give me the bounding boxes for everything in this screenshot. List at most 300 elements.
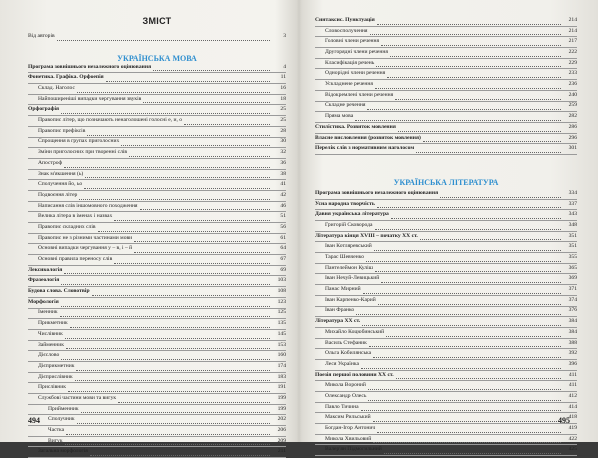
toc-entry [28, 351, 286, 362]
toc-entry [28, 298, 286, 309]
toc-entry-title: Павло Тичина [325, 403, 359, 410]
toc-entry-title: Правопис літер, що позначають ненаголошені голосні е, и, о [38, 117, 183, 124]
toc-entry-page: 199 [277, 405, 286, 412]
toc-entry-page: 369 [568, 275, 577, 282]
toc-entry-title: Словосполучення [325, 27, 368, 34]
dot-leader [77, 85, 270, 93]
toc-entry-title: Власне висловлення (розвиток мовлення) [315, 134, 421, 141]
dot-leader [84, 181, 270, 189]
toc-entry-page: 51 [280, 213, 286, 220]
dot-leader [420, 232, 561, 240]
dot-leader [65, 331, 270, 339]
toc-entry-title: Леся Українка [325, 360, 359, 367]
toc-entry [315, 285, 577, 296]
toc-entry-page: 32 [280, 149, 286, 156]
toc-entry-title: Орфографія [28, 106, 60, 113]
toc-entry-title: Спрощення в групах приголосних [38, 138, 120, 145]
toc-entry-page: 259 [568, 102, 577, 109]
left-toc-column [28, 16, 286, 458]
toc-entry [315, 80, 577, 91]
toc-entry [315, 59, 577, 70]
toc-entry [28, 127, 286, 138]
toc-entry-page: 30 [280, 138, 286, 145]
dot-leader [362, 318, 561, 326]
toc-entry-title: Правопис складних слів [38, 223, 96, 230]
dot-leader [66, 341, 270, 349]
toc-entry-page: 422 [568, 435, 577, 442]
toc-entry [315, 123, 577, 134]
right-page [299, 0, 598, 453]
dot-leader [440, 190, 561, 198]
dot-leader [387, 70, 561, 78]
toc-entry [28, 159, 286, 170]
dot-leader [391, 211, 561, 219]
dot-leader [386, 329, 561, 337]
toc-entry-title: Пантелеймон Куліш [325, 264, 373, 271]
toc-entry [28, 105, 286, 116]
toc-entry-title: Ольга Кобилянська [325, 350, 372, 357]
toc-entry-page: 214 [568, 16, 577, 23]
toc-entry [315, 381, 577, 392]
toc-entry-page: 217 [568, 38, 577, 45]
dot-leader [368, 393, 561, 401]
toc-entry-page: 209 [277, 437, 286, 444]
toc-entry [28, 415, 286, 426]
toc-entry-title: Література кінця XVIII – початку XX ст. [315, 232, 418, 239]
dot-leader [118, 395, 270, 403]
toc-entry-page: 392 [568, 350, 577, 357]
dot-leader [373, 350, 561, 358]
dot-leader [134, 234, 270, 242]
dot-leader [92, 288, 270, 296]
dot-leader [373, 414, 561, 422]
toc-entry [28, 447, 286, 458]
toc-entry-page: 199 [277, 394, 286, 401]
toc-entry-page: 174 [277, 362, 286, 369]
toc-entry [28, 437, 286, 448]
toc-entry-title: Література XX ст. [315, 318, 361, 325]
right-toc-column [315, 16, 577, 456]
dot-leader [85, 170, 270, 178]
toc-entry-title: Склад. Наголос [38, 85, 75, 92]
toc-entry [315, 144, 577, 155]
toc-entry-title: Морфологія [28, 298, 59, 305]
toc-entry-title: Дієприкметник [38, 362, 75, 369]
toc-entry [315, 48, 577, 59]
toc-entry-page: 396 [568, 360, 577, 367]
toc-entry-title: Сполучник [48, 416, 75, 423]
toc-entry [28, 362, 286, 373]
dot-leader [375, 222, 562, 230]
toc-entry-page: 337 [568, 200, 577, 207]
toc-entry [315, 403, 577, 414]
toc-entry [315, 200, 577, 211]
toc-entry [315, 274, 577, 285]
toc-entry-page: 11 [280, 74, 286, 81]
toc-entry-title: Основні правила переносу слів [38, 256, 113, 263]
toc-entry-title: Іменник [38, 309, 58, 316]
toc-entry [28, 32, 286, 42]
toc-entry-page: 351 [568, 232, 577, 239]
toc-entry-page: 351 [568, 243, 577, 250]
toc-entry [315, 392, 577, 403]
toc-entry-title: Знак м'якшення (ь) [38, 170, 84, 177]
dot-leader [366, 254, 561, 262]
toc-entry-page: 67 [280, 256, 286, 263]
toc-entry-title: Правопис не з різними частинами мови [38, 234, 133, 241]
toc-entry-title: Велика літера в іменах і назвах [38, 213, 113, 220]
toc-entry [315, 360, 577, 371]
toc-entry [315, 445, 577, 456]
toc-entry [28, 426, 286, 437]
dot-leader [75, 373, 270, 381]
toc-entry-page: 411 [568, 371, 577, 378]
dot-leader [60, 309, 270, 317]
toc-entry-title: Ускладнене речення [325, 81, 373, 88]
dot-leader [356, 307, 561, 315]
toc-entry [315, 435, 577, 446]
dot-leader [143, 95, 270, 103]
toc-entry [28, 148, 286, 159]
dot-leader [77, 416, 270, 424]
toc-entry-page: 28 [280, 127, 286, 134]
dot-leader [81, 405, 270, 413]
toc-entry [28, 330, 286, 341]
toc-entry-page: 286 [568, 123, 577, 130]
toc-entry-title: Частка [48, 427, 65, 434]
toc-entry-title: Класифікація речень [325, 59, 375, 66]
dot-leader [57, 33, 270, 41]
toc-entry-title: Лексикологія [28, 266, 63, 273]
toc-entry-page: 233 [568, 70, 577, 77]
toc-entry [315, 69, 577, 80]
toc-entry-title: Займенник [38, 341, 64, 348]
toc-entry [28, 266, 286, 277]
dot-leader [355, 113, 561, 121]
toc-entry-page: 371 [568, 286, 577, 293]
toc-entry-title: Дієприслівник [38, 373, 73, 380]
toc-entry-title: Складне речення [325, 102, 366, 109]
toc-entry [28, 191, 286, 202]
toc-entry-page: 296 [568, 134, 577, 141]
dot-leader [416, 145, 561, 153]
toc-entry-page: 202 [277, 416, 286, 423]
section-title-literature: УКРАЇНСЬКА ЛІТЕРАТУРА [393, 177, 499, 187]
page-number-left: 494 [28, 416, 40, 425]
toc-entry-title: Давня українська література [315, 211, 389, 218]
toc-entry-title: Богдан-Ігор Антонич [325, 425, 376, 432]
toc-entry-page: 355 [568, 254, 577, 261]
toc-entry-title: Загальна морфологія [38, 448, 88, 455]
toc-entry-page: 61 [280, 234, 286, 241]
toc-entry-page: 348 [568, 221, 577, 228]
toc-entry-title: Поезія першої половини XX ст. [315, 371, 394, 378]
toc-entry [28, 212, 286, 223]
dot-leader [368, 382, 561, 390]
toc-entry-title: Максим Рильський [325, 414, 371, 421]
toc-entry-page: 42 [280, 191, 286, 198]
toc-entry-page: 18 [280, 95, 286, 102]
dot-leader [381, 38, 561, 46]
toc-entry [28, 383, 286, 394]
toc-entry-page: 69 [280, 266, 286, 273]
section-title-language: УКРАЇНСЬКА МОВА [117, 53, 197, 63]
toc-entry-title: Сполучення йо, ьо [38, 181, 83, 188]
toc-entry-page: 412 [568, 392, 577, 399]
toc-entry [315, 27, 577, 38]
dot-leader [381, 275, 561, 283]
dot-leader [61, 277, 270, 285]
toc-entry-title: Микола Хвильовий [325, 435, 372, 442]
toc-entry [315, 424, 577, 435]
dot-leader [114, 213, 270, 221]
dot-leader [377, 17, 561, 25]
toc-entry-page: 365 [568, 264, 577, 271]
toc-entry-title: Фразеологія [28, 277, 60, 284]
toc-entry-title: Тарас Шевченко [325, 254, 364, 261]
toc-entry-title: Правопис префіксів [38, 127, 86, 134]
toc-entry-title: Однорідні члени речення [325, 70, 386, 77]
toc-entry [28, 180, 286, 191]
dot-leader [361, 403, 561, 411]
toc-entry [28, 116, 286, 127]
toc-entry-title: Прикметник [38, 320, 68, 327]
toc-entry-page: 56 [280, 223, 286, 230]
toc-entry-title: Микола Вороний [325, 382, 366, 389]
toc-entry-page: 183 [277, 373, 286, 380]
dot-leader [61, 299, 270, 307]
toc-entry [315, 16, 577, 27]
toc-entry-title: Зміни приголосних при творенні слів [38, 149, 128, 156]
toc-entry [28, 276, 286, 287]
toc-entry-page: 160 [277, 352, 286, 359]
toc-entry-title: Будова слова. Словотвір [28, 288, 90, 295]
toc-entry [315, 264, 577, 275]
right-entries [315, 189, 577, 456]
toc-entry-page: 38 [280, 170, 286, 177]
toc-entry [315, 371, 577, 382]
toc-entry-page: 25 [280, 117, 286, 124]
toc-entry [315, 102, 577, 113]
toc-entry [28, 287, 286, 298]
toc-entry-title: Програма зовнішнього незалежного оцінювання [28, 63, 152, 70]
toc-entry-page: 125 [277, 309, 286, 316]
toc-entry [315, 210, 577, 221]
dot-leader [134, 245, 270, 253]
toc-entry [315, 37, 577, 48]
dot-leader [361, 361, 561, 369]
dot-leader [153, 63, 270, 71]
toc-entry-title: Від авторів [28, 32, 55, 39]
toc-entry [315, 317, 577, 328]
toc-entry-page: 374 [568, 296, 577, 303]
dot-leader [114, 256, 270, 264]
dot-leader [390, 49, 561, 57]
toc-entry-page: 206 [277, 427, 286, 434]
toc-entry [28, 223, 286, 234]
toc-entry-title: Іван Котляревський [325, 243, 372, 250]
toc-entry-title: Синтаксис. Пунктуація [315, 16, 375, 23]
toc-entry-title: Дієслово [38, 352, 60, 359]
toc-entry-title: Іван Карпенко-Карий [325, 296, 376, 303]
toc-entry-page: 214 [568, 27, 577, 34]
toc-entry-page: 411 [568, 382, 577, 389]
toc-entry [28, 63, 286, 74]
toc-entry-title: Головні члени речення [325, 38, 380, 45]
toc-entry [28, 95, 286, 106]
toc-entry-page: 388 [568, 339, 577, 346]
toc-entry-title: Панас Мирний [325, 286, 361, 293]
toc-entry [315, 253, 577, 264]
toc-entry-page: 282 [568, 113, 577, 120]
toc-entry [28, 202, 286, 213]
dot-leader [98, 224, 270, 232]
dot-leader [395, 92, 561, 100]
dot-leader [68, 384, 270, 392]
dot-leader [129, 149, 270, 157]
toc-entry [28, 309, 286, 320]
dot-leader [66, 427, 270, 435]
toc-entry-title: Стилістика. Розвиток мовлення [315, 123, 396, 130]
toc-entry-title: Числівник [38, 330, 63, 337]
toc-entry [315, 189, 577, 200]
toc-entry [28, 255, 286, 266]
toc-entry [315, 413, 577, 424]
toc-entry-page: 36 [280, 159, 286, 166]
toc-entry-page: 240 [568, 91, 577, 98]
toc-entry-page: 4 [283, 63, 286, 70]
toc-entry-title: Написання слів іншомовного походження [38, 202, 138, 209]
toc-entry [315, 349, 577, 360]
toc-entry-title: Фонетика. Графіка. Орфоепія [28, 74, 104, 81]
toc-entry-title: Другорядні члени речення [325, 49, 388, 56]
dot-leader [61, 352, 270, 360]
toc-entry-page: 108 [277, 288, 286, 295]
toc-entry-title: Вигук [48, 437, 63, 444]
toc-entry-page: 64 [280, 245, 286, 252]
toc-entry [315, 232, 577, 243]
toc-entry [28, 319, 286, 330]
page-number-right: 495 [558, 416, 570, 425]
dot-leader [423, 134, 561, 142]
toc-entry-title: Службові частини мови та вигук [38, 394, 117, 401]
toc-entry-page: 3 [283, 32, 286, 39]
toc-entry [28, 84, 286, 95]
toc-entry [28, 138, 286, 149]
dot-leader [373, 435, 561, 443]
toc-entry-page: 334 [568, 189, 577, 196]
toc-entry-page: 25 [280, 106, 286, 113]
dot-leader [64, 266, 270, 274]
dot-leader [106, 74, 270, 82]
toc-entry [315, 91, 577, 102]
toc-entry-title: Найпоширеніші випадки чергування звуків [38, 95, 142, 102]
toc-entry [28, 73, 286, 84]
toc-entry [28, 405, 286, 416]
dot-leader [370, 27, 561, 35]
toc-entry-title: Іван Франко [325, 307, 355, 314]
toc-entry [28, 170, 286, 181]
toc-entry [28, 394, 286, 405]
dot-leader [64, 160, 270, 168]
toc-entry-page: 211 [277, 448, 286, 455]
dot-leader [378, 297, 561, 305]
toc-entry [28, 373, 286, 384]
toc-entry [315, 112, 577, 123]
toc-entry-title: Основні випадки чергування у – в, і – й [38, 245, 133, 252]
toc-title: ЗМІСТ [142, 16, 172, 26]
toc-entry-page: 343 [568, 211, 577, 218]
toc-entry-page: 418 [568, 414, 577, 421]
dot-leader [121, 138, 270, 146]
toc-entry-page: 229 [568, 59, 577, 66]
toc-entry-page: 301 [568, 145, 577, 152]
toc-entry-page: 123 [277, 298, 286, 305]
toc-entry-title: Програма зовнішнього незалежного оцінювання [315, 189, 439, 196]
toc-entry-page: 103 [277, 277, 286, 284]
dot-leader [65, 437, 270, 445]
toc-entry-title: Прийменник [48, 405, 79, 412]
toc-entry-page: 46 [280, 202, 286, 209]
toc-entry [315, 296, 577, 307]
toc-entry-title: Перелік слів з нормативним наголосом [315, 145, 415, 152]
toc-entry-page: 153 [277, 341, 286, 348]
toc-entry-page: 384 [568, 318, 577, 325]
toc-entry-title: Апостроф [38, 159, 63, 166]
toc-entry-title: Олександр Олесь [325, 392, 367, 399]
dot-leader [374, 243, 561, 251]
toc-entry [315, 307, 577, 318]
toc-entry-title: Михайло Коцюбинський [325, 328, 385, 335]
right-top-entries [315, 16, 577, 155]
toc-entry [28, 341, 286, 352]
toc-entry-title: Григорій Сковорода [325, 221, 373, 228]
toc-entry-title: Подвоєння літер [38, 191, 78, 198]
toc-entry-title: Валер'ян Підмогильний [325, 446, 382, 453]
dot-leader [398, 124, 561, 132]
dot-leader [377, 425, 561, 433]
dot-leader [140, 202, 270, 210]
toc-entry-page: 145 [277, 330, 286, 337]
left-top-entries [28, 32, 286, 42]
toc-entry [315, 242, 577, 253]
toc-entry-title: Василь Стефаник [325, 339, 367, 346]
toc-entry-page: 135 [277, 320, 286, 327]
toc-entry [28, 234, 286, 245]
dot-leader [70, 320, 270, 328]
dot-leader [396, 371, 561, 379]
toc-entry-page: 191 [277, 384, 286, 391]
toc-entry [28, 244, 286, 255]
toc-entry [315, 134, 577, 145]
dot-leader [76, 363, 270, 371]
toc-entry-title: Пряма мова [325, 113, 354, 120]
toc-entry-page: 384 [568, 328, 577, 335]
dot-leader [90, 448, 270, 456]
dot-leader [87, 128, 270, 136]
toc-entry-page: 425 [568, 446, 577, 453]
toc-entry-title: Іван Нечуй-Левицький [325, 275, 380, 282]
toc-entry-page: 41 [280, 181, 286, 188]
toc-entry [315, 339, 577, 350]
dot-leader [367, 102, 561, 110]
dot-leader [384, 446, 561, 454]
dot-leader [79, 192, 270, 200]
dot-leader [369, 339, 561, 347]
left-entries [28, 63, 286, 458]
toc-entry [315, 328, 577, 339]
toc-entry-page: 419 [568, 425, 577, 432]
